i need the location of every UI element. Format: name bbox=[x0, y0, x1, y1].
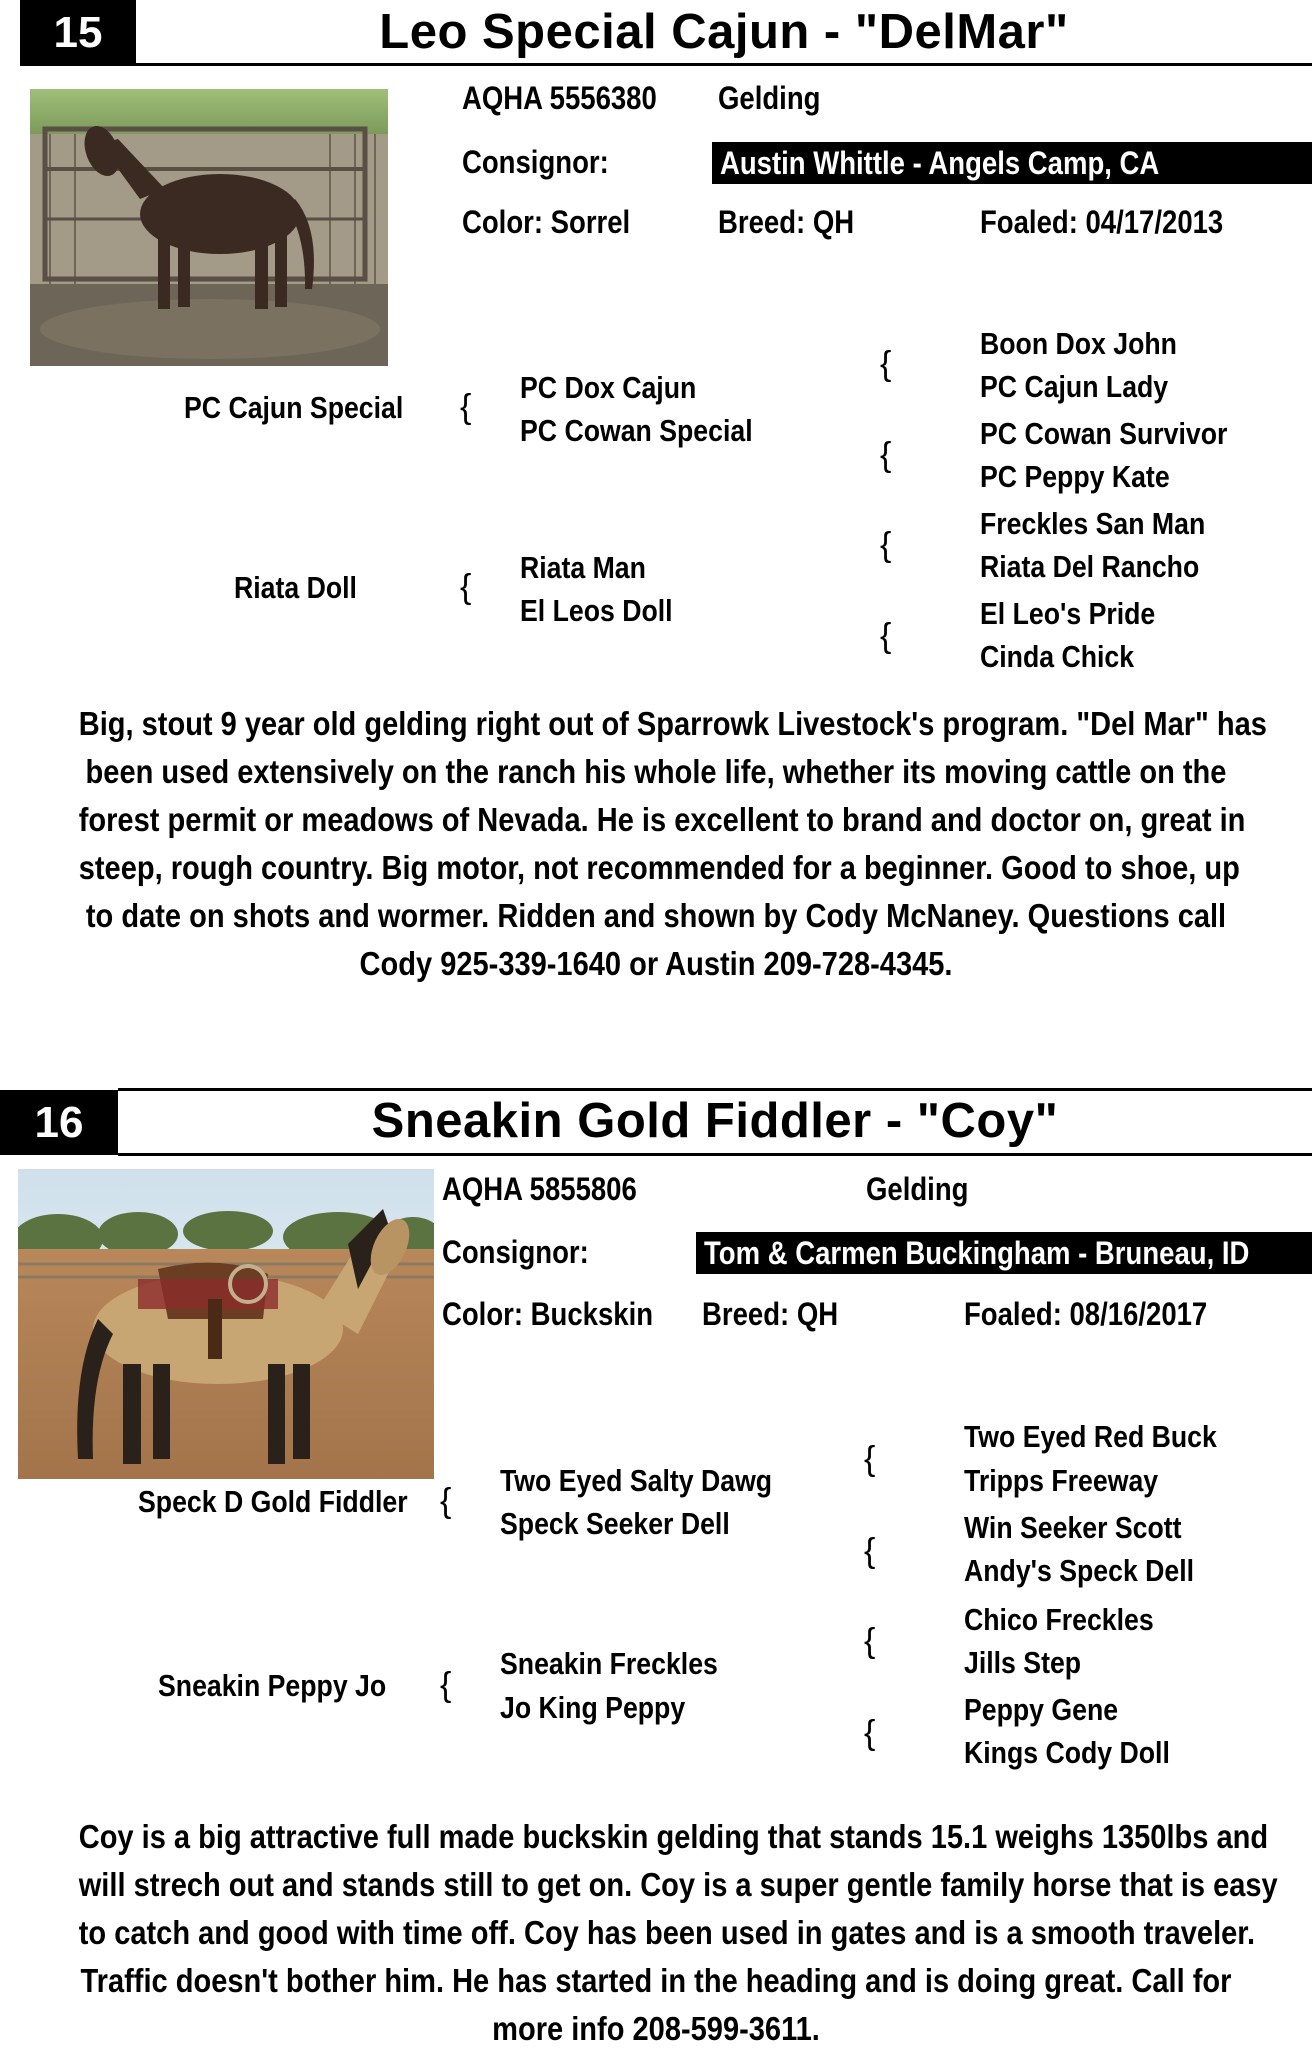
lot-title: Sneakin Gold Fiddler - "Coy" bbox=[371, 1094, 1059, 1148]
lot-description bbox=[0, 1813, 1312, 2053]
horse-breed: Breed: QH bbox=[702, 1296, 839, 1332]
registration-number: AQHA 5855806 bbox=[442, 1171, 637, 1207]
pedigree-sire: PC Cajun Special bbox=[184, 390, 404, 425]
pedigree-dam-dam: El Leos Doll bbox=[520, 593, 673, 628]
lot-number-badge bbox=[0, 1090, 118, 1155]
horse-photo-image bbox=[18, 1169, 434, 1479]
pedigree-g3-2: PC Cajun Lady bbox=[980, 369, 1169, 404]
brace-icon: { bbox=[460, 568, 472, 606]
lot-number-badge bbox=[20, 0, 136, 66]
pedigree-sire-dam: Speck Seeker Dell bbox=[500, 1506, 730, 1541]
pedigree-dam-sire: Riata Man bbox=[520, 550, 646, 585]
pedigree-g3-5: Chico Freckles bbox=[964, 1602, 1154, 1637]
pedigree-g3-6: Jills Step bbox=[964, 1645, 1082, 1680]
horse-sex: Gelding bbox=[866, 1171, 969, 1207]
description-line: will strech out and stands still to get on. Coy is a super gentle family horse that is easy bbox=[78, 1866, 1278, 1903]
lot-description bbox=[0, 700, 1312, 988]
horse-photo bbox=[30, 89, 388, 366]
horse-color: Color: Sorrel bbox=[462, 204, 631, 240]
pedigree-g3-7: El Leo's Pride bbox=[980, 596, 1156, 631]
description-line: more info 208-599-3611. bbox=[492, 2010, 820, 2047]
description-line: steep, rough country. Big motor, not recommended for a beginner. Good to shoe, up bbox=[78, 849, 1240, 886]
brace-icon: { bbox=[864, 1622, 876, 1660]
pedigree-g3-1: Boon Dox John bbox=[980, 326, 1177, 361]
brace-icon: { bbox=[440, 1482, 452, 1520]
description-line: Big, stout 9 year old gelding right out of Sparrowk Livestock's program. "Del Mar" has bbox=[78, 705, 1267, 742]
pedigree-dam-dam: Jo King Peppy bbox=[500, 1690, 686, 1725]
brace-icon: { bbox=[864, 1440, 876, 1478]
brace-icon: { bbox=[460, 388, 472, 426]
pedigree-dam: Riata Doll bbox=[234, 570, 357, 605]
foaled-date: Foaled: 08/16/2017 bbox=[964, 1296, 1208, 1332]
consignor-name: Austin Whittle - Angels Camp, CA bbox=[720, 144, 1160, 181]
pedigree-g3-3: Win Seeker Scott bbox=[964, 1510, 1182, 1545]
consignor-name-box bbox=[712, 142, 1312, 184]
brace-icon: { bbox=[880, 617, 892, 655]
pedigree-sire-sire: Two Eyed Salty Dawg bbox=[500, 1463, 773, 1498]
pedigree-g3-1: Two Eyed Red Buck bbox=[964, 1419, 1217, 1454]
consignor-label: Consignor: bbox=[462, 144, 609, 180]
horse-color: Color: Buckskin bbox=[442, 1296, 654, 1332]
pedigree-g3-2: Tripps Freeway bbox=[964, 1463, 1159, 1498]
description-line: forest permit or meadows of Nevada. He is excellent to brand and doctor on, great in bbox=[78, 801, 1246, 838]
lot-number: 15 bbox=[53, 8, 103, 57]
registration-number: AQHA 5556380 bbox=[462, 80, 657, 116]
horse-photo-image bbox=[30, 89, 388, 366]
pedigree-g3-5: Freckles San Man bbox=[980, 506, 1206, 541]
brace-icon: { bbox=[880, 526, 892, 564]
foaled-date: Foaled: 04/17/2013 bbox=[980, 204, 1224, 240]
horse-sex: Gelding bbox=[718, 80, 821, 116]
consignor-name: Tom & Carmen Buckingham - Bruneau, ID bbox=[704, 1234, 1250, 1271]
pedigree-sire: Speck D Gold Fiddler bbox=[138, 1484, 408, 1519]
pedigree-g3-3: PC Cowan Survivor bbox=[980, 416, 1228, 451]
lot-title: Leo Special Cajun - "DelMar" bbox=[379, 5, 1069, 59]
pedigree-dam: Sneakin Peppy Jo bbox=[158, 1668, 387, 1703]
brace-icon: { bbox=[864, 1714, 876, 1752]
description-line: to catch and good with time off. Coy has been used in gates and is a smooth traveler. bbox=[78, 1914, 1256, 1951]
description-line: to date on shots and wormer. Ridden and shown by Cody McNaney. Questions call bbox=[85, 897, 1227, 934]
brace-icon: { bbox=[880, 436, 892, 474]
pedigree-g3-8: Cinda Chick bbox=[980, 639, 1135, 674]
description-line: Traffic doesn't bother him. He has started in the heading and is doing great. Call for bbox=[80, 1962, 1232, 1999]
brace-icon: { bbox=[880, 345, 892, 383]
description-line: Cody 925-339-1640 or Austin 209-728-4345. bbox=[359, 945, 953, 982]
pedigree-dam-sire: Sneakin Freckles bbox=[500, 1646, 718, 1681]
pedigree-sire-sire: PC Dox Cajun bbox=[520, 370, 697, 405]
horse-photo bbox=[18, 1169, 434, 1479]
pedigree-sire-dam: PC Cowan Special bbox=[520, 413, 753, 448]
lot-number: 16 bbox=[34, 1097, 84, 1147]
brace-icon: { bbox=[440, 1666, 452, 1704]
consignor-name-box bbox=[696, 1232, 1312, 1274]
pedigree-g3-6: Riata Del Rancho bbox=[980, 549, 1200, 584]
pedigree-g3-4: PC Peppy Kate bbox=[980, 459, 1170, 494]
consignor-label: Consignor: bbox=[442, 1234, 589, 1270]
horse-breed: Breed: QH bbox=[718, 204, 855, 240]
pedigree-g3-8: Kings Cody Doll bbox=[964, 1735, 1170, 1770]
description-line: been used extensively on the ranch his whole life, whether its moving cattle on the bbox=[85, 753, 1227, 790]
description-line: Coy is a big attractive full made buckskin gelding that stands 15.1 weighs 1350lbs and bbox=[78, 1818, 1269, 1855]
brace-icon: { bbox=[864, 1532, 876, 1570]
pedigree-g3-7: Peppy Gene bbox=[964, 1692, 1119, 1727]
pedigree-g3-4: Andy's Speck Dell bbox=[964, 1553, 1195, 1588]
